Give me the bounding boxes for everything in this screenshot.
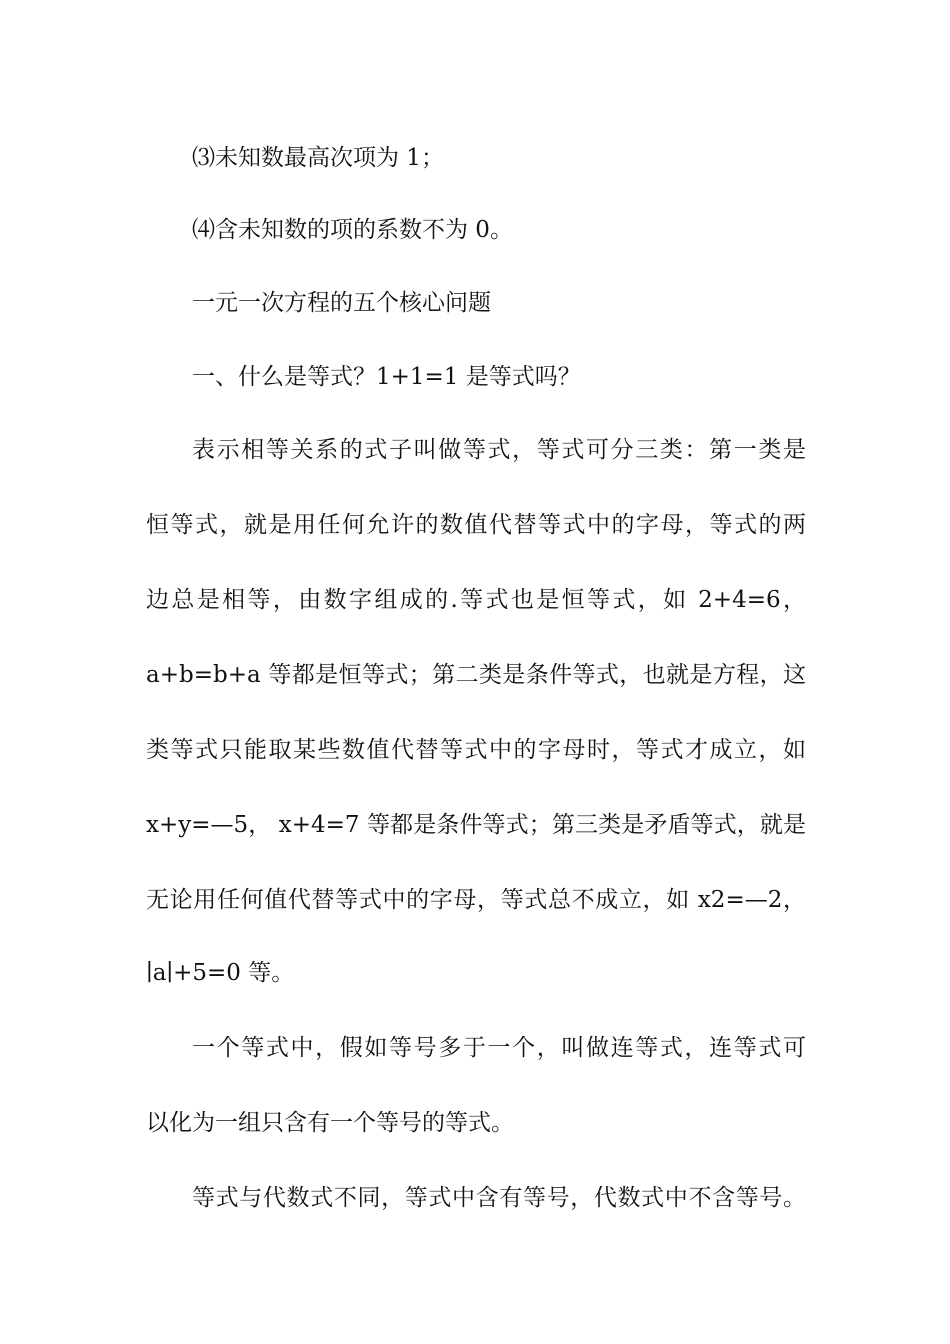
paragraph-line-2: 恒等式，就是用任何允许的数值代替等式中的字母，等式的两 [146,512,806,538]
text-line-1: ⑶未知数最高次项为 1； [192,145,444,171]
paragraph-line-3: 边总是相等，由数字组成的.等式也是恒等式，如 2+4=6， [146,587,806,613]
paragraph-line-7: 无论用任何值代替等式中的字母，等式总不成立，如 x2=—2， [146,887,806,913]
paragraph3-line-1: 等式与代数式不同，等式中含有等号，代数式中不含等号。 [192,1185,806,1211]
paragraph2-line-1: 一个等式中，假如等号多于一个，叫做连等式，连等式可 [192,1035,806,1061]
paragraph-line-8: ∣a∣+5=0 等。 [146,960,295,986]
question-heading: 一、什么是等式？1+1=1 是等式吗？ [192,364,581,390]
paragraph-line-5: 类等式只能取某些数值代替等式中的字母时，等式才成立，如 [146,737,806,763]
paragraph2-line-2: 以化为一组只含有一个等号的等式。 [146,1110,514,1136]
paragraph-line-1: 表示相等关系的式子叫做等式，等式可分三类：第一类是 [192,437,806,463]
section-heading: 一元一次方程的五个核心问题 [192,290,491,316]
paragraph-line-4: a+b=b+a 等都是恒等式；第二类是条件等式，也就是方程，这 [146,662,806,688]
paragraph-line-6: x+y=—5， x+4=7 等都是条件等式；第三类是矛盾等式，就是 [146,812,806,838]
text-line-2: ⑷含未知数的项的系数不为 0。 [192,217,513,243]
